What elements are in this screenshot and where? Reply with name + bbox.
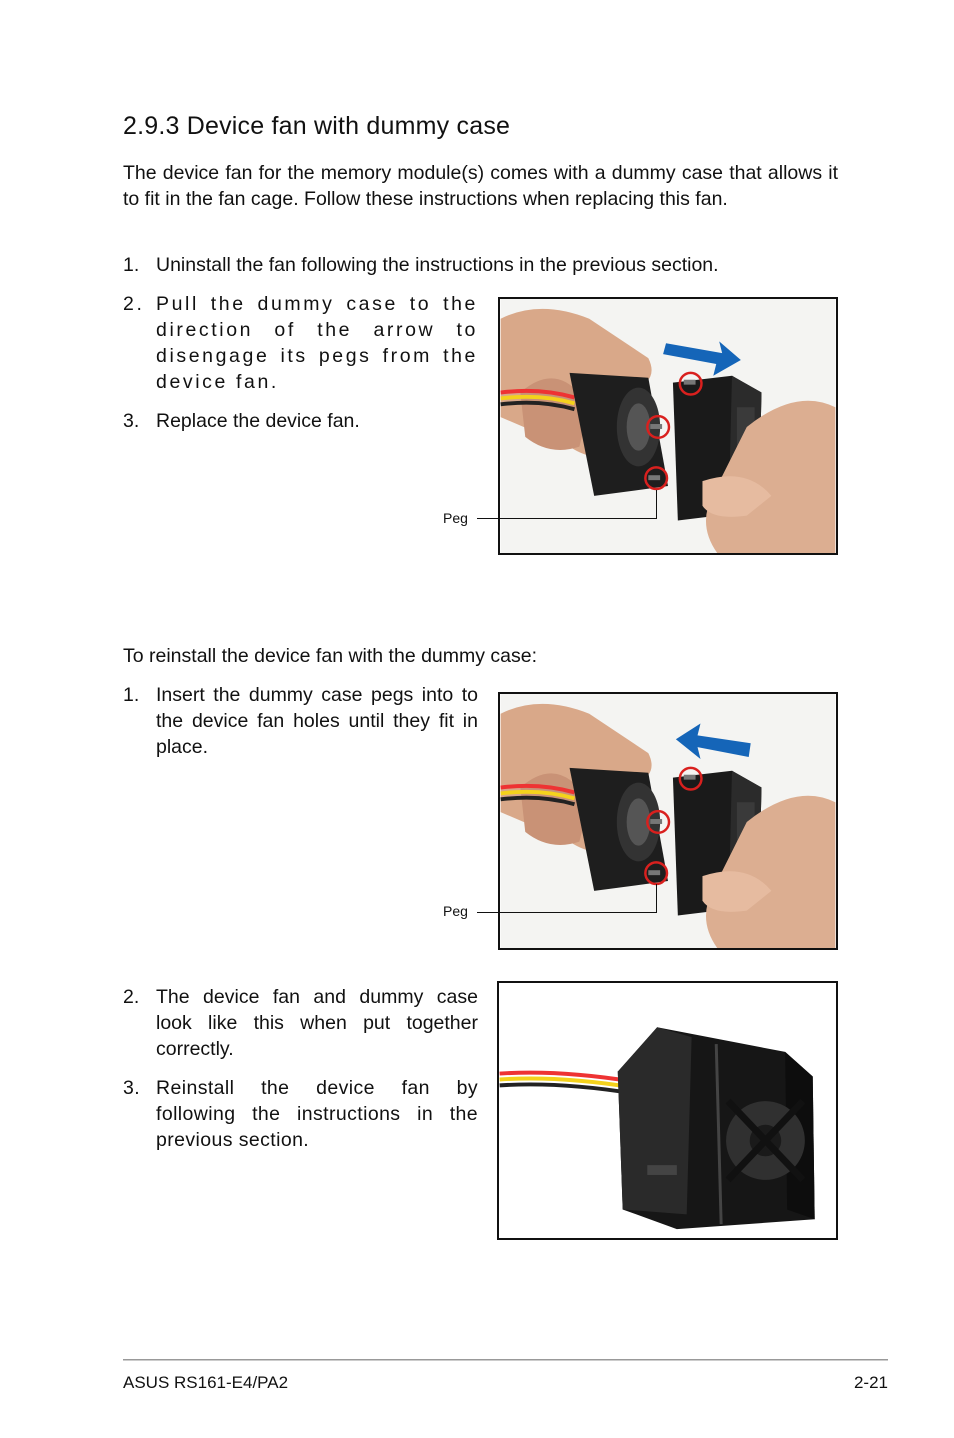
step-text: Insert the dummy case pegs into to the device fan holes until they fit in place. (156, 684, 478, 758)
step-text: Reinstall the device fan by following the instructions in the previous section. (156, 1077, 478, 1151)
peg-callout-label: Peg (443, 903, 468, 919)
removal-step-1 (123, 252, 838, 278)
fan-insertion-illustration (500, 694, 836, 948)
reinstall-step-1 (123, 682, 478, 760)
fan-separation-illustration (500, 299, 836, 553)
figure-pull-dummy-case (498, 297, 838, 555)
step-number: 2. (123, 986, 140, 1008)
figure-assembled-fan (497, 981, 838, 1240)
footer-product-name: ASUS RS161-E4/PA2 (123, 1373, 289, 1392)
footer-divider (123, 1359, 888, 1360)
reinstall-heading: To reinstall the device fan with the dummy case: (123, 645, 538, 667)
assembled-fan-illustration (499, 983, 836, 1238)
callout-leader-line (477, 518, 656, 519)
removal-step-2 (123, 291, 478, 395)
footer-page-number: 2-21 (853, 1373, 888, 1392)
removal-step-3 (123, 408, 478, 434)
step-text: The device fan and dummy case look like this when put together correctly. (156, 986, 478, 1060)
step-text: Uninstall the fan following the instructions in the previous section. (156, 254, 719, 276)
callout-leader-line (656, 490, 657, 519)
callout-leader-line (477, 912, 656, 913)
reinstall-step-2 (123, 984, 478, 1062)
step-text: Pull the dummy case to the direction of the arrow to disengage its pegs from the device fan. (156, 293, 478, 393)
intro-paragraph: The device fan for the memory module(s) comes with a dummy case that allows it to fit in the fan cage. Follow these instructions when replacing this fan. (123, 162, 838, 210)
step-number: 1. (123, 254, 140, 276)
callout-leader-line (656, 884, 657, 913)
section-title: 2.9.3 Device fan with dummy case (123, 112, 511, 140)
peg-callout-label: Peg (443, 510, 468, 526)
step-number: 1. (123, 684, 140, 706)
step-number: 3. (123, 410, 140, 432)
step-number: 3. (123, 1077, 141, 1099)
step-number: 2. (123, 293, 145, 315)
reinstall-step-3 (123, 1075, 478, 1153)
step-text: Replace the device fan. (156, 410, 360, 432)
